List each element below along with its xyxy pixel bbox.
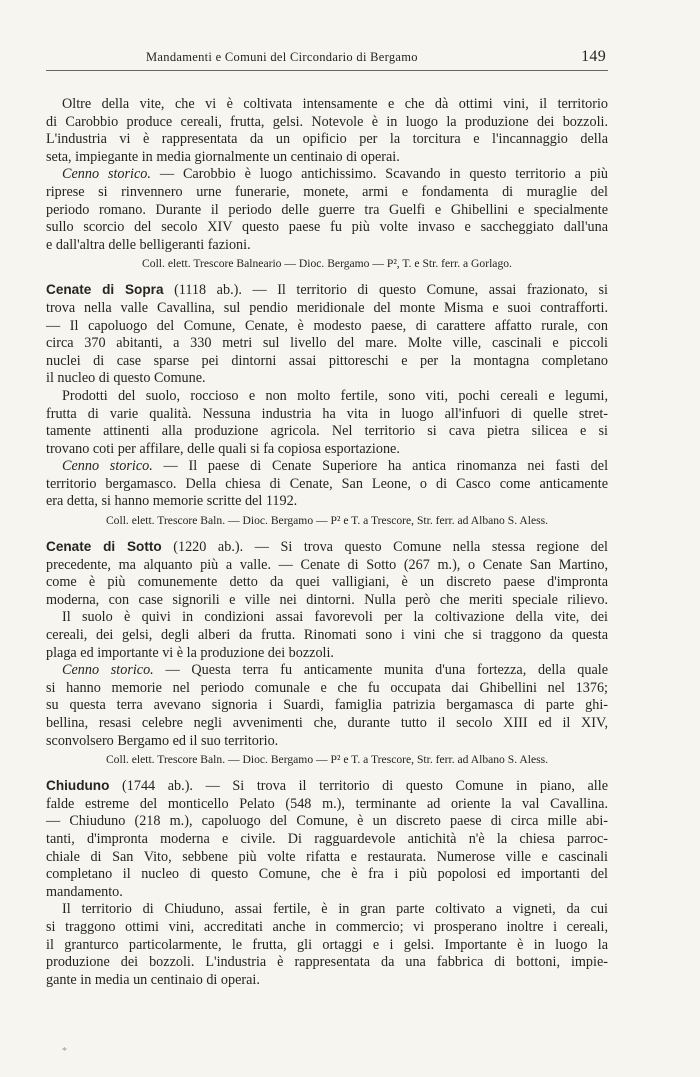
text-line: bellina, resasi celebre negli avvenimenti che, durante tutto il secolo XIII ed il XIV,	[46, 715, 608, 731]
text-line: Cenno storico. — Carobbio è luogo antichissimo. Scavando in questo territorio a più	[62, 166, 608, 183]
text-line: cereali, dei gelsi, degli alberi da frutta. Rinomati sono i vini che si traggono da questa	[46, 627, 608, 644]
body-text	[46, 96, 608, 989]
text-line: si hanno memorie nel periodo comunale e che fu occupata dai Ghibellini nel 1376;	[46, 679, 608, 696]
text-line: tanti, d'impronta moderna e civile. Di ragguardevole antichità n'è la chiesa parroc-	[46, 830, 608, 847]
text-line: — Chiuduno (218 m.), capoluogo del Comune, è un discreto paese di circa mille abi-	[46, 813, 608, 830]
text-line: si traggono ottimi vini, accreditati anche in commercio; vi prosperano inoltre i cereali,	[46, 918, 608, 935]
cenno-storico-label: Cenno storico.	[62, 458, 153, 475]
text-line: trova nella valle Cavallina, sul pendio meridionale del monte Misma e suoi contrafforti.	[46, 299, 608, 316]
text-line: precedente, ma alquanto più a valle. — Cenate di Sotto (267 m.), o Cenate San Martino,	[46, 556, 608, 573]
cenno-storico-label: Cenno storico.	[62, 662, 154, 679]
text-line: il granturco particolarmente, le frutta, gli ortaggi e i gelsi. Importante è in luogo la	[46, 936, 608, 953]
text-line: come è più comunemente detto da quei valligiani, è un discreto paese d'impronta	[46, 574, 608, 591]
text-line: territorio bergamasco. Della chiesa di Cenate, San Leone, o di Casco come anticamente	[46, 475, 608, 492]
text-line: Il territorio di Chiuduno, assai fertile, è in gran parte coltivato a vigneti, da cui	[62, 901, 608, 918]
text-line: Cenno storico. — Questa terra fu anticamente munita d'una fortezza, della quale	[62, 662, 608, 679]
entry-heading-line: Cenate di Sotto (1220 ab.). — Si trova questo Comune nella stessa regione del	[46, 539, 608, 556]
text-line: seta, impiegante in media giornalmente un centinaio di operai.	[46, 148, 400, 165]
text-line: — Il capoluogo del Comune, Cenate, è modesto paese, di carattere affatto rurale, con	[46, 317, 608, 334]
text-line: periodo romano. Durante il periodo delle guerre tra Guelfi e Ghibellini e specialmente	[46, 201, 608, 218]
footer-mark: *	[62, 1046, 67, 1057]
text-line: completano il nucleo di questo Comune, che è fra i più popolosi ed importanti del	[46, 866, 608, 883]
text-line: Cenno storico. — Il paese di Cenate Superiore ha antica rinomanza nei fasti del	[62, 458, 609, 475]
text-line: moderna, con case signorili e ville nei dintorni. Nulla però che meriti speciale rilievo.	[46, 591, 608, 608]
text-line: gante in media un centinaio di operai.	[46, 971, 260, 988]
text-line: e dall'altra delle belligeranti fazioni.	[46, 236, 251, 253]
entry-name: Chiuduno	[46, 778, 110, 794]
header-rule	[46, 70, 608, 71]
running-title: Mandamenti e Comuni del Circondario di Bergamo	[146, 50, 418, 64]
text-line: riprese si rinvennero urne funerarie, monete, armi e fondamenta di muraglie del	[46, 183, 608, 200]
entry-heading-line: Cenate di Sopra (1118 ab.). — Il territorio di questo Comune, assai frazionato, si	[46, 282, 608, 299]
text-line: Oltre della vite, che vi è coltivata intensamente e che dà ottimi vini, il territorio	[62, 96, 608, 112]
text-line: trovano coti per affilare, delle quali si fa copiosa esportazione.	[46, 440, 400, 457]
text-line: tamente attinenti alla produzione agricola. Nel territorio si cava pietra silicea e si	[46, 423, 608, 440]
source-note: Coll. elett. Trescore Baln. — Dioc. Bergamo — P² e T. a Trescore, Str. ferr. ad Albano S. Aless.	[105, 753, 549, 767]
cenno-storico-label: Cenno storico.	[62, 166, 151, 183]
text-line: sconvolsero Bergamo ed il suo territorio.	[46, 732, 279, 749]
text-line: chiale di San Vito, sebbene più volte rifatta e restaurata. Numerose ville e cascinali	[46, 848, 608, 865]
text-line: di Carobbio produce cereali, frutta, gelsi. Notevole è in luogo la produzione dei bozzoli.	[46, 113, 608, 130]
text-line: Il suolo è quivi in condizioni assai favorevoli per la coltivazione della vite, dei	[62, 609, 608, 626]
text-line: frutta di varie qualità. Nessuna industria ha vita in luogo all'infuori di quelle stret-	[46, 405, 608, 422]
text-line: L'industria vi è rappresentata da un opificio per la torcitura e l'incannaggio della	[46, 131, 608, 148]
text-line: il nucleo di questo Comune.	[46, 370, 206, 387]
text-line: era detta, si hanno memorie scritte del 1192.	[46, 493, 298, 510]
source-note: Coll. elett. Trescore Balneario — Dioc. Bergamo — P², T. e Str. ferr. a Gorlago.	[142, 257, 512, 271]
text-line: mandamento.	[46, 883, 123, 900]
source-note: Coll. elett. Trescore Baln. — Dioc. Bergamo — P² e T. a Trescore, Str. ferr. ad Albano S. Aless.	[105, 514, 549, 528]
text-line: falde estreme del monticello Pelato (548 m.), terminante ad oriente la val Cavallina.	[46, 795, 608, 812]
text-line: nuclei di case sparse pei dintorni assai pittoreschi e per la montagna completano	[46, 352, 608, 369]
text-line: circa 370 abitanti, a 330 metri sul livello del mare. Molte ville, cascinali e piccoli	[46, 335, 608, 352]
entry-heading-line: Chiuduno (1744 ab.). — Si trova il territorio di questo Comune in piano, alle	[46, 778, 608, 795]
text-line: Prodotti del suolo, roccioso e non molto fertile, sono viti, pochi cereali e legumi,	[62, 387, 608, 404]
entry-name: Cenate di Sotto	[46, 539, 162, 555]
page-number: 149	[581, 48, 606, 65]
text-line: su questa terra avevano signoria i Suardi, famiglia patrizia bergamasca di parte ghi-	[46, 697, 608, 714]
running-head	[46, 48, 606, 66]
text-line: sullo scorcio del secolo XIV questo paese fu più volte invaso e saccheggiato dall'una	[46, 219, 608, 236]
entry-name: Cenate di Sopra	[46, 282, 164, 298]
text-line: produzione dei bozzoli. L'industria è rappresentata da una fabbrica di bottoni, impie-	[46, 954, 608, 971]
text-line: plaga ed importante vi è la produzione dei bozzoli.	[46, 644, 334, 661]
